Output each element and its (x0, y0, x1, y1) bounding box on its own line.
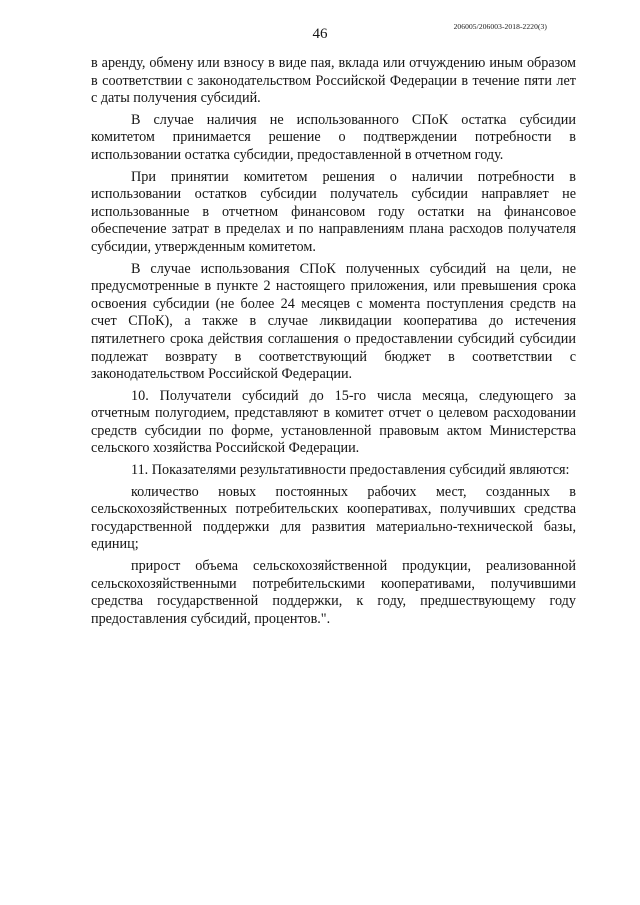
document-code: 206005/206003-2018-2220(3) (453, 22, 547, 31)
paragraph-balance-decision: При принятии комитетом решения о наличии потребности в использовании остатков субсидии получатель субсидии направляет не использованные в отчетном финансовом году остатки на финансовое обеспечение затрат в пределах и по направлениям плана расходов получателя субсидии, утвержденным комитетом. (91, 168, 576, 255)
paragraph-11-indicators: 11. Показателями результативности предоставления субсидий являются: (131, 462, 570, 479)
paragraph-10-reporting: 10. Получатели субсидий до 15-го числа месяца, следующего за отчетным полугодием, представляют в комитет отчет о целевом расходовании средств субсидии по форме, установленной правовым актом Министерства сельского хозяйства Российской Федерации. (91, 387, 576, 457)
paragraph-lease-continuation: в аренду, обмену или взносу в виде пая, вклада или отчуждению иным образом в соответствии с законодательством Российской Федерации в течение пяти лет с даты получения субсидий. (91, 55, 576, 107)
document-body (91, 55, 576, 632)
paragraph-unused-balance: В случае наличия не использованного СПоК остатка субсидии комитетом принимается решение о подтверждении потребности в использовании остатка субсидии, предоставленной в отчетном году. (91, 111, 576, 163)
paragraph-indicator-production: прирост объема сельскохозяйственной продукции, реализованной сельскохозяйственными потребительскими кооперативами, получившими средства государственной поддержки, к году, предшествующему году предоставления субсидий, процентов.". (91, 558, 576, 627)
paragraph-refund-conditions: В случае использования СПоК полученных субсидий на цели, не предусмотренные в пункте 2 настоящего приложения, или превышения срока освоения субсидии (не более 24 месяцев с момента поступления средств на счет СПоК), а также в случае ликвидации кооператива до истечения пятилетнего срока действия соглашения о предоставлении субсидий субсидии подлежат возврату в соответствующий бюджет в соответствии с законодательством Российской Федерации. (91, 260, 576, 383)
page-number: 46 (312, 26, 328, 42)
paragraph-indicator-jobs: количество новых постоянных рабочих мест, созданных в сельскохозяйственных потребительских кооперативах, получивших средства государственной поддержки для развития материально-технической базы, единиц; (91, 483, 576, 553)
